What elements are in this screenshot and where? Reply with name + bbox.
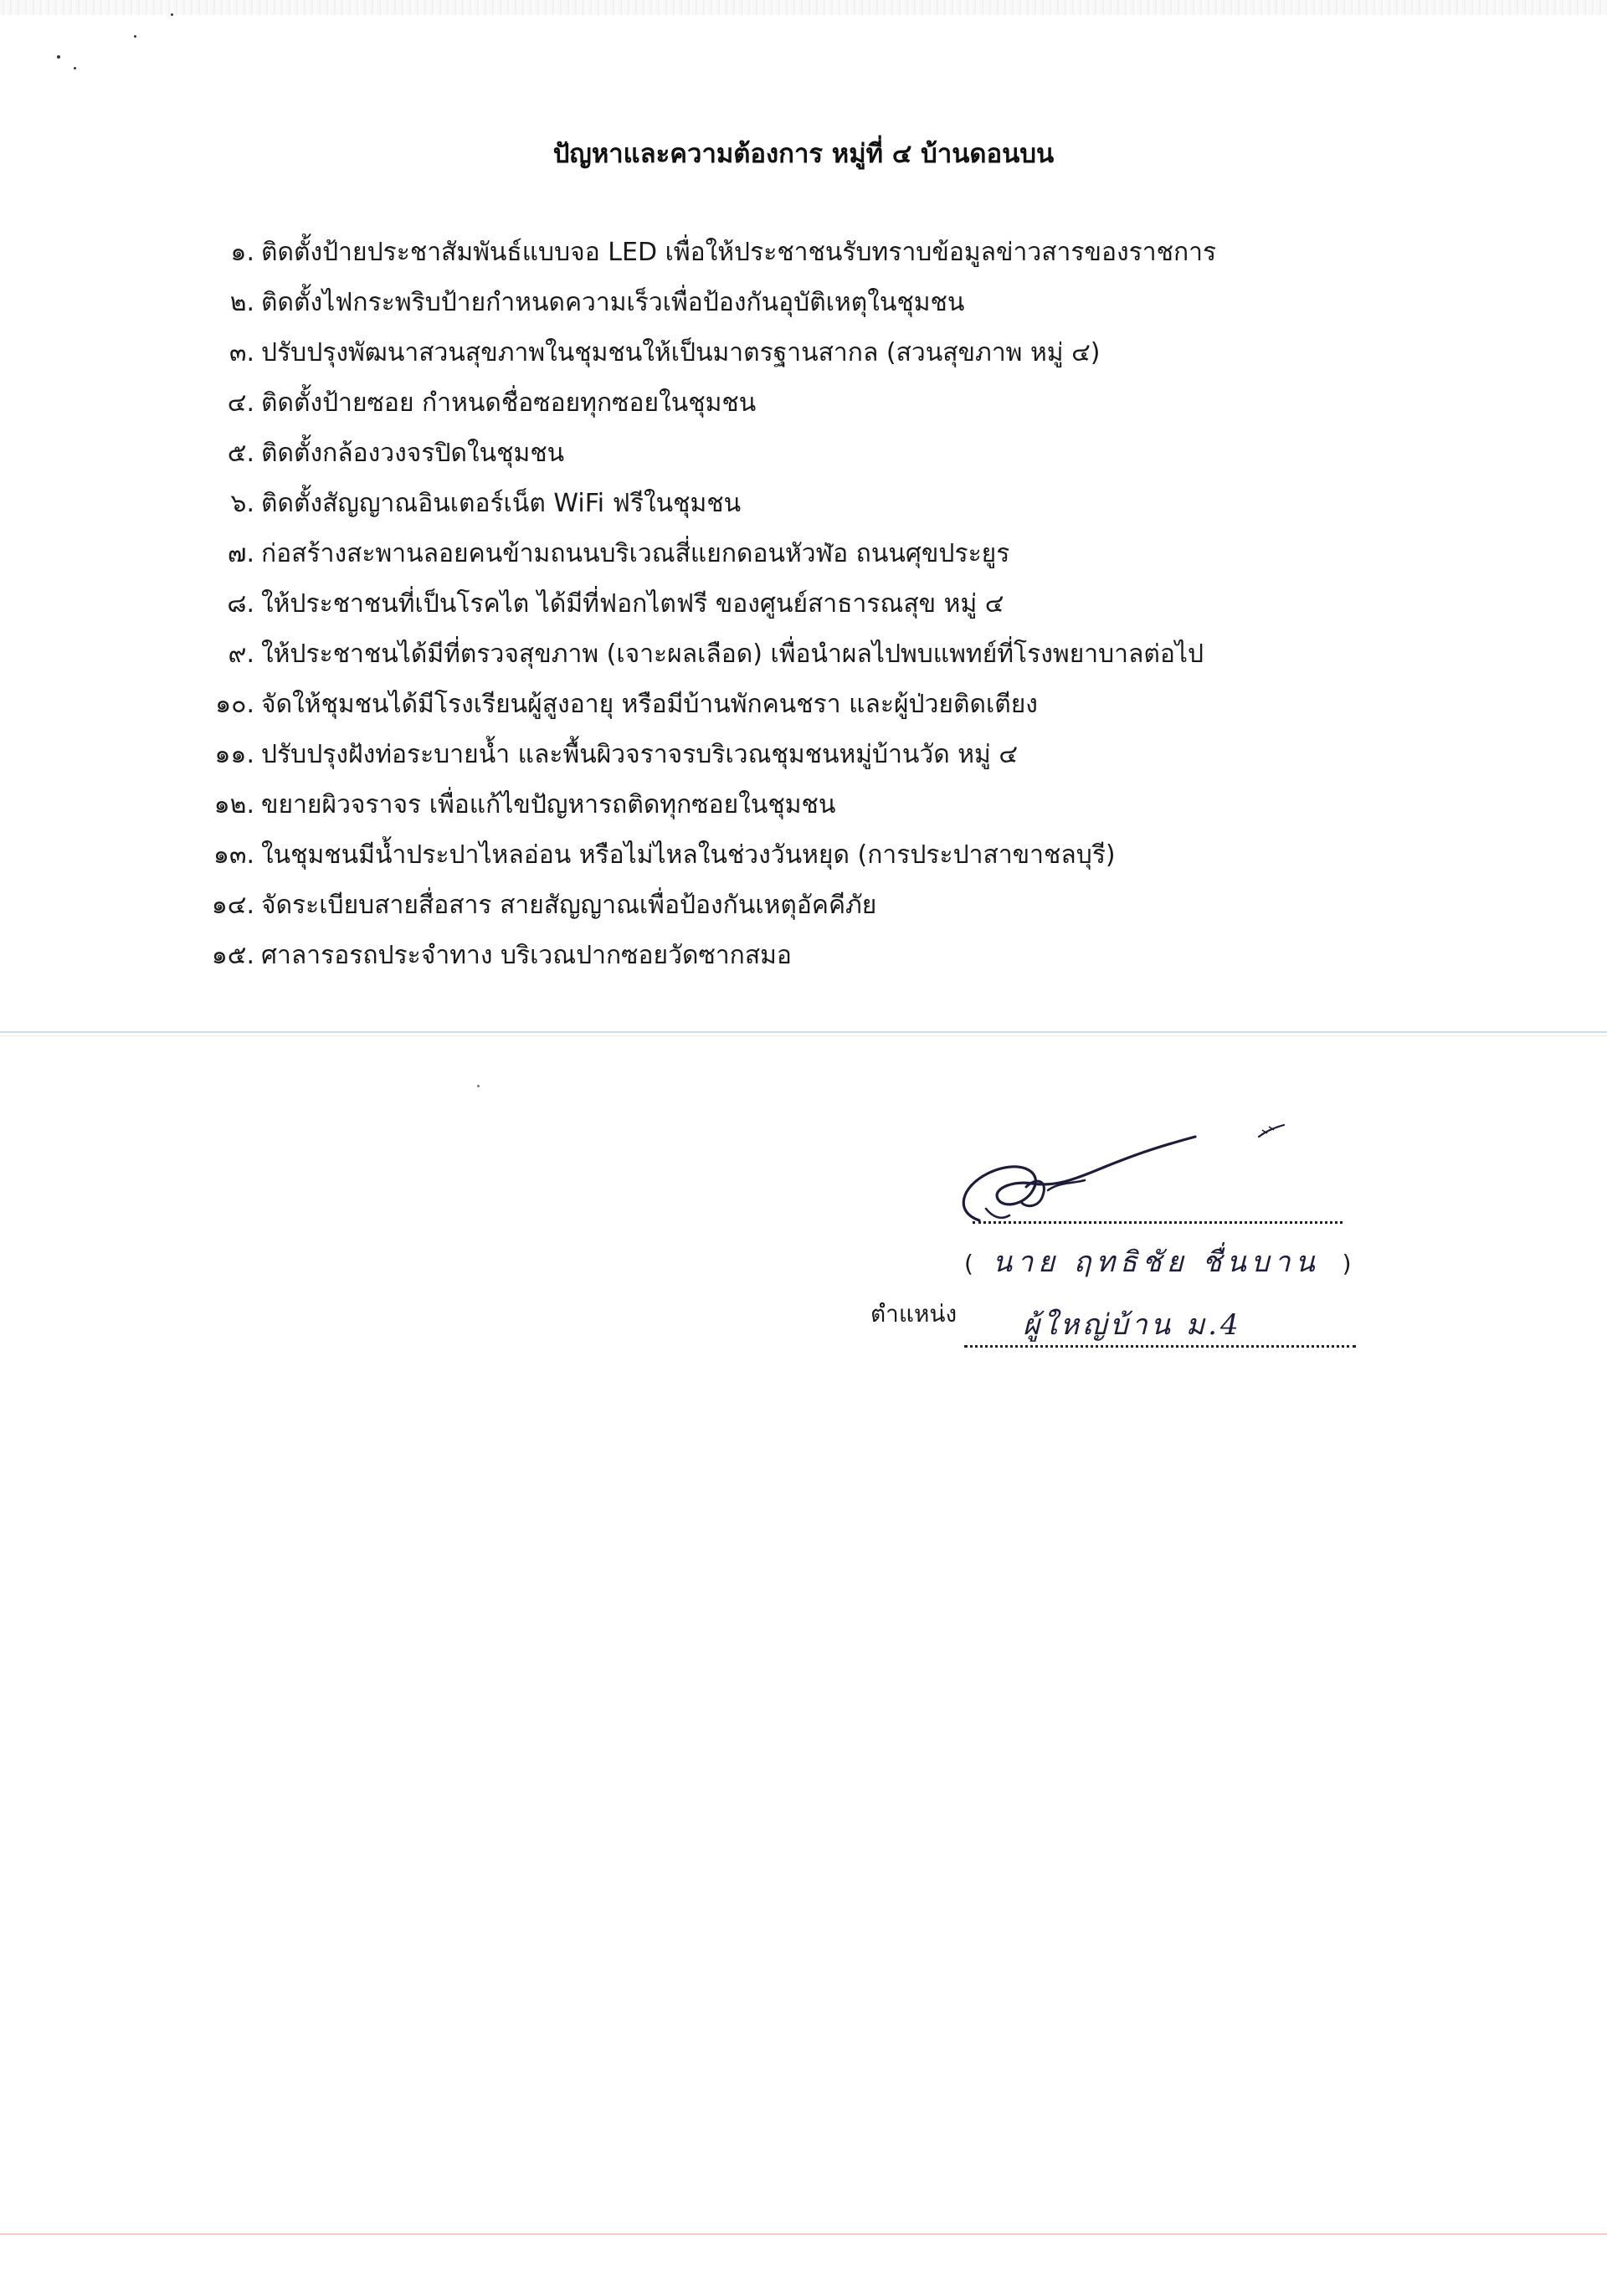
position-value: ผู้ใหญ่บ้าน ม.4 <box>1023 1308 1242 1342</box>
list-item <box>184 936 1490 986</box>
list-item-text: ขยายผิวจราจร เพื่อแก้ไขปัญหารถติดทุกซอยในชุมชน <box>261 790 836 819</box>
list-item-text: จัดระเบียบสายสื่อสาร สายสัญญาณเพื่อป้องกันเหตุอัคคีภัย <box>261 891 877 920</box>
list-item <box>184 634 1490 685</box>
scan-speck <box>57 55 60 59</box>
list-item-number: ๙. <box>228 639 254 669</box>
list-item-text: ปรับปรุงพัฒนาสวนสุขภาพในชุมชนให้เป็นมาตรฐานสากล (สวนสุขภาพ หมู่ ๔) <box>261 338 1101 367</box>
list-item <box>184 333 1490 383</box>
list-item-number: ๑๕. <box>211 941 254 970</box>
list-item-number: ๑๐. <box>215 690 254 719</box>
document-title: ปัญหาและความต้องการ หมู่ที่ ๔ บ้านดอนบน <box>552 139 1055 169</box>
list-item-text: ติดตั้งไฟกระพริบป้ายกำหนดความเร็วเพื่อป้องกันอุบัติเหตุในชุมชน <box>261 288 965 317</box>
list-item <box>184 685 1490 735</box>
signature-dotted-line <box>973 1205 1343 1224</box>
scan-line <box>0 1035 1607 1036</box>
scan-speck <box>134 35 136 38</box>
list-item-text: ในชุมชนมีน้ำประปาไหลอ่อน หรือไม่ไหลในช่วงวันหยุด (การประปาสาขาชลบุรี) <box>261 840 1116 870</box>
list-item <box>184 835 1490 886</box>
close-paren: ) <box>1342 1250 1352 1277</box>
list-item <box>184 735 1490 785</box>
scan-line <box>0 2233 1607 2235</box>
list-item-number: ๔. <box>227 388 254 418</box>
list-item-number: ๑๓. <box>213 840 254 870</box>
open-paren: ( <box>964 1250 973 1277</box>
list-item-number: ๑๑. <box>214 740 254 769</box>
list-item <box>184 233 1490 283</box>
list-item-number: ๒. <box>229 288 254 317</box>
list-item-text: ให้ประชาชนที่เป็นโรคไต ได้มีที่ฟอกไตฟรี ของศูนย์สาธารณสุข หมู่ ๔ <box>261 589 1004 619</box>
list-item-text: จัดให้ชุมชนได้มีโรงเรียนผู้สูงอายุ หรือมีบ้านพักคนชรา และผู้ป่วยติดเตียง <box>261 690 1038 719</box>
list-item <box>184 584 1490 634</box>
signature-line <box>973 1202 1343 1230</box>
list-item-number: ๑. <box>230 238 254 267</box>
list-item <box>184 283 1490 333</box>
scan-speck <box>477 1085 480 1087</box>
scan-edge-noise <box>0 0 1607 15</box>
signatory-name: นาย ฤทธิชัย ชื่นบาน <box>992 1246 1320 1279</box>
list-item <box>184 785 1490 835</box>
list-item <box>184 434 1490 484</box>
list-item-text: ก่อสร้างสะพานลอยคนข้ามถนนบริเวณสี่แยกดอนหัวฬ่อ ถนนศุขประยูร <box>261 539 1010 568</box>
scan-speck <box>74 67 76 69</box>
list-item-text: ปรับปรุงฝังท่อระบายน้ำ และพื้นผิวจราจรบริเวณชุมชนหมู่บ้านวัด หมู่ ๔ <box>261 740 1019 769</box>
pen-mark <box>1255 1122 1289 1142</box>
list-item <box>184 484 1490 534</box>
scan-speck <box>171 13 173 16</box>
list-item <box>184 886 1490 936</box>
list-item <box>184 534 1490 584</box>
list-item-text: ติดตั้งกล้องวงจรปิดในชุมชน <box>261 439 565 468</box>
list-item-number: ๕. <box>227 439 254 468</box>
list-item-text: ติดตั้งสัญญาณอินเตอร์เน็ต WiFi ฟรีในชุมชน <box>261 489 742 518</box>
list-item-number: ๘. <box>227 589 254 619</box>
scan-line <box>0 1031 1607 1033</box>
list-item <box>184 383 1490 434</box>
list-item-text: ให้ประชาชนได้มีที่ตรวจสุขภาพ (เจาะผลเลือด) เพื่อนำผลไปพบแพทย์ที่โรงพยาบาลต่อไป <box>261 639 1204 669</box>
list-item-number: ๑๔. <box>211 891 254 920</box>
requirements-list <box>184 233 1490 986</box>
list-item-text: ติดตั้งป้ายซอย กำหนดชื่อซอยทุกซอยในชุมชน <box>261 388 757 418</box>
list-item-number: ๑๒. <box>213 790 254 819</box>
list-item-text: ศาลารอรถประจำทาง บริเวณปากซอยวัดซากสมอ <box>261 941 792 970</box>
signature-block <box>854 1122 1373 1342</box>
list-item-text: ติดตั้งป้ายประชาสัมพันธ์แบบจอ LED เพื่อให้ประชาชนรับทราบข้อมูลข่าวสารของราชการ <box>261 238 1217 267</box>
list-item-number: ๓. <box>228 338 254 367</box>
position-label: ตำแหน่ง <box>870 1300 958 1328</box>
signatory-name-row <box>964 1239 1352 1284</box>
list-item-number: ๗. <box>227 539 254 568</box>
position-row <box>870 1296 1356 1342</box>
list-item-number: ๖. <box>230 489 254 518</box>
